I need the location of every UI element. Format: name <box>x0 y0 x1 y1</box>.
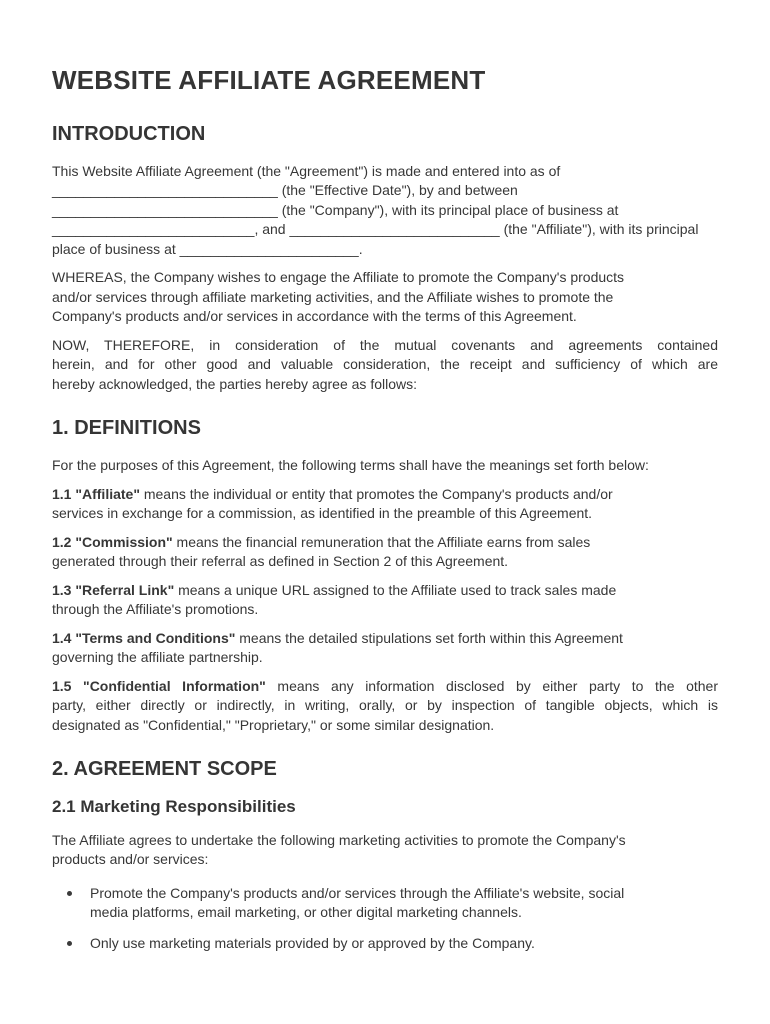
text-line: media platforms, email marketing, or other digital marketing channels. <box>90 904 522 921</box>
text-line: and/or services through affiliate marketing activities, and the Affiliate wishes to promote the <box>52 288 614 305</box>
text-line: services in exchange for a commission, as identified in the preamble of this Agreement. <box>52 505 593 522</box>
definition-item-1-2 <box>52 533 718 572</box>
definition-item-1-1 <box>52 485 718 524</box>
definition-item-1-3 <box>52 581 718 620</box>
definition-term: 1.2 "Commission" <box>52 533 173 550</box>
text-line-with-blank: place of business at _______________________. <box>52 240 363 257</box>
text-line-with-blank: _____________________________ (the "Effective Date"), by and between <box>52 182 518 199</box>
text-line: Company's products and/or services in accordance with the terms of this Agreement. <box>52 308 577 325</box>
definition-term: 1.3 "Referral Link" <box>52 581 175 598</box>
text-line-with-blank: __________________________, and ___________________________ (the "Affiliate"), with its principal <box>52 221 699 238</box>
text-line: This Website Affiliate Agreement (the "Agreement") is made and entered into as of <box>52 162 561 179</box>
text-line: WHEREAS, the Company wishes to engage the Affiliate to promote the Company's products <box>52 269 625 286</box>
text-line: through the Affiliate's promotions. <box>52 601 259 618</box>
subsection-heading-marketing-responsibilities: 2.1 Marketing Responsibilities <box>52 797 296 817</box>
text-line <box>52 629 718 649</box>
list-item <box>52 934 718 954</box>
paragraph-definitions-intro <box>52 456 718 476</box>
paragraph-marketing-intro <box>52 831 718 870</box>
text-line <box>52 581 718 601</box>
text-line: party, either directly or indirectly, in writing, orally, or by inspection of tangible objects, which is <box>52 697 718 714</box>
definition-term: 1.4 "Terms and Conditions" <box>52 629 236 646</box>
text-line <box>52 485 718 505</box>
text-line-with-blank: _____________________________ (the "Company"), with its principal place of business at <box>52 201 619 218</box>
text-line: The Affiliate agrees to undertake the following marketing activities to promote the Company's <box>52 831 626 848</box>
text-line: NOW, THEREFORE, in consideration of the mutual covenants and agreements contained <box>52 336 718 353</box>
text-line: designated as "Confidential," "Proprietary," or some similar designation. <box>52 716 495 733</box>
definition-item-1-4 <box>52 629 718 668</box>
section-heading-definitions: 1. DEFINITIONS <box>52 417 201 440</box>
marketing-bullet-list <box>52 884 718 954</box>
definition-text: means the detailed stipulations set forth within this Agreement <box>235 629 623 646</box>
text-line: Only use marketing materials provided by or approved by the Company. <box>90 934 535 951</box>
text-line <box>52 533 718 553</box>
text-line: Promote the Company's products and/or services through the Affiliate's website, social <box>90 884 625 901</box>
definition-item-1-5 <box>52 677 718 736</box>
text-line: governing the affiliate partnership. <box>52 649 263 666</box>
section-heading-agreement-scope: 2. AGREEMENT SCOPE <box>52 758 277 781</box>
definition-text: means the financial remuneration that the Affiliate earns from sales <box>172 533 591 550</box>
definition-text: means a unique URL assigned to the Affiliate used to track sales made <box>174 581 617 598</box>
section-heading-introduction: INTRODUCTION <box>52 122 206 145</box>
text-line <box>52 677 718 697</box>
text-line: For the purposes of this Agreement, the following terms shall have the meanings set forth below: <box>52 457 649 474</box>
definition-term: 1.5 "Confidential Information" <box>52 677 266 694</box>
list-item <box>52 884 718 923</box>
text-line: herein, and for other good and valuable consideration, the receipt and sufficiency of which are <box>52 356 718 373</box>
document-title: WEBSITE AFFILIATE AGREEMENT <box>52 65 486 95</box>
text-line: products and/or services: <box>52 851 209 868</box>
definition-text: means the individual or entity that promotes the Company's products and/or <box>139 485 613 502</box>
definition-term: 1.1 "Affiliate" <box>52 485 140 502</box>
paragraph-whereas <box>52 268 718 327</box>
text-line: generated through their referral as defined in Section 2 of this Agreement. <box>52 553 509 570</box>
paragraph-preamble <box>52 162 718 260</box>
paragraph-now-therefore <box>52 336 718 395</box>
definition-text: means any information disclosed by either party to the other <box>265 677 718 694</box>
text-line: hereby acknowledged, the parties hereby agree as follows: <box>52 375 417 392</box>
